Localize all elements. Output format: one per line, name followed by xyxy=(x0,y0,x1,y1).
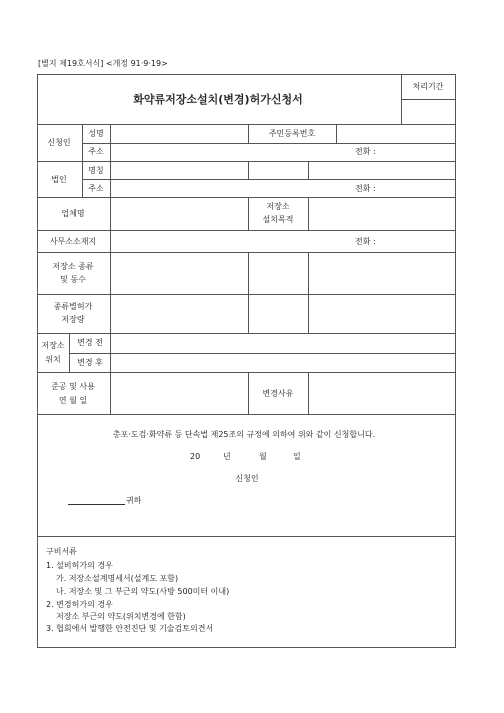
declaration-statement: 총포·도검·화약류 등 단속법 제25조의 규정에 의하여 위와 같이 신청합니다. xyxy=(112,430,376,439)
processing-divider xyxy=(401,99,456,100)
resident-number-label: 주민등록번호 xyxy=(268,129,316,138)
row-line xyxy=(82,179,456,180)
row-line xyxy=(37,372,456,373)
col-line xyxy=(308,252,309,333)
row-line xyxy=(69,353,456,354)
col-line xyxy=(308,372,309,414)
purpose-label-line1: 저장소 xyxy=(266,202,290,211)
row-line xyxy=(37,197,456,198)
col-line xyxy=(248,372,249,414)
col-line xyxy=(110,124,111,414)
date-year: 20 xyxy=(190,452,201,461)
row-line xyxy=(37,252,456,253)
office-address-label: 사무소소재지 xyxy=(49,237,97,246)
documents-item: 저장소 부근의 약도(위치변경에 한함) xyxy=(56,612,186,621)
form-border-top xyxy=(37,74,456,75)
col-line xyxy=(248,252,249,333)
location-before-label: 변경 전 xyxy=(77,338,103,347)
row-line xyxy=(37,294,456,295)
applicant-address-label: 주소 xyxy=(88,147,104,156)
col-line xyxy=(308,197,309,230)
addressee-label: 귀하 xyxy=(126,496,142,505)
col-line xyxy=(336,124,337,143)
location-label-line2: 위치 xyxy=(45,355,61,364)
col-line xyxy=(248,161,249,179)
location-after-label: 변경 후 xyxy=(77,358,103,367)
storage-type-label-line2: 및 동수 xyxy=(60,275,86,284)
permit-amount-label-line1: 종류별허가 xyxy=(53,302,93,311)
documents-title: 구비서류 xyxy=(46,547,77,556)
office-phone-label: 전화 : xyxy=(355,237,376,246)
form-border-bottom xyxy=(37,647,456,648)
row-line xyxy=(82,143,456,144)
applicant-label: 신청인 xyxy=(47,138,71,147)
processing-period-label: 처리기간 xyxy=(412,82,444,91)
date-year-unit: 년 xyxy=(223,452,231,461)
row-line xyxy=(37,536,456,537)
addressee-blank-line xyxy=(68,504,125,505)
col-line xyxy=(82,124,83,197)
date-day-unit: 일 xyxy=(293,452,301,461)
col-line xyxy=(248,124,249,143)
documents-item: 1. 설비허가의 경우 xyxy=(46,561,113,570)
documents-item: 3. 협회에서 발행한 안전진단 및 기술검토의견서 xyxy=(46,624,214,633)
documents-item: 가. 저장소설계명세서(설계도 포함) xyxy=(56,574,179,583)
storage-type-label-line1: 저장소 종류 xyxy=(52,262,94,271)
row-line xyxy=(37,230,456,231)
documents-item: 2. 변경허가의 경우 xyxy=(46,600,113,609)
permit-amount-label-line2: 저장량 xyxy=(61,315,85,324)
location-label-line1: 저장소 xyxy=(41,341,65,350)
applicant-phone-label: 전화 : xyxy=(355,147,376,156)
corporation-name-label: 명칭 xyxy=(88,166,104,175)
row-line xyxy=(37,333,456,334)
row-line xyxy=(37,161,456,162)
documents-item: 나. 저장소 및 그 부근의 약도(사방 500미터 이내) xyxy=(56,587,230,596)
change-reason-label: 변경사유 xyxy=(262,389,294,398)
col-line xyxy=(308,161,309,179)
form-title: 화약류저장소설치(변경)허가신청서 xyxy=(133,93,303,106)
corporation-label: 법인 xyxy=(51,175,67,184)
row-line xyxy=(37,124,456,125)
applicant-name-label: 성명 xyxy=(88,129,104,138)
purpose-label-line2: 설치목적 xyxy=(262,215,294,224)
completion-date-label-line1: 준공 및 사용 xyxy=(51,382,95,391)
completion-date-label-line2: 연 월 일 xyxy=(58,396,88,405)
form-number-header: [별지 제19호서식] <개정 91·9·19> xyxy=(38,59,168,68)
col-line xyxy=(248,197,249,230)
date-month-unit: 월 xyxy=(259,452,267,461)
business-name-label: 업체명 xyxy=(61,209,85,218)
row-line xyxy=(37,414,456,415)
declaration-applicant-label: 신청인 xyxy=(235,474,259,483)
corporation-address-label: 주소 xyxy=(88,184,104,193)
corporation-phone-label: 전화 : xyxy=(355,184,376,193)
col-line xyxy=(69,333,70,372)
